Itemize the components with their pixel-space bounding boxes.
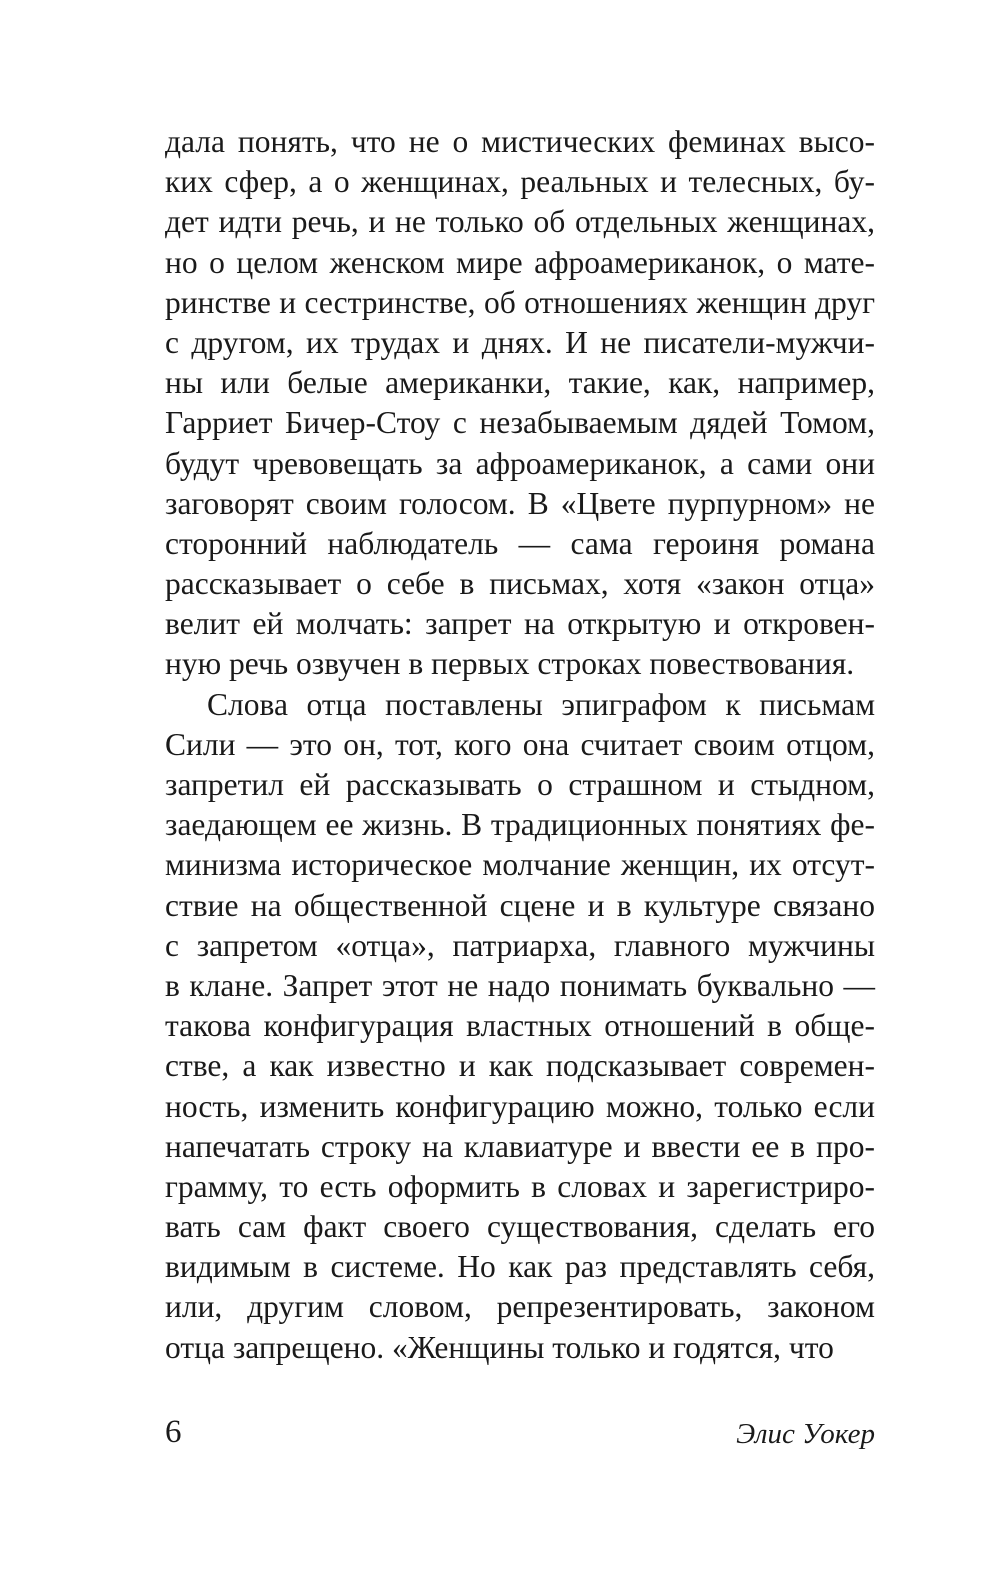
text-line: ствие на общественной сцене и в культуре связано [165,887,875,923]
text-line: велит ей молчать: запрет на открытую и откровен- [165,606,875,642]
text-line: будут чревовещать за афроамериканок, а сами они [165,445,875,481]
page-number: 6 [165,1414,182,1450]
text-line: вать сам факт своего существования, сделать его [165,1209,875,1245]
text-line: грамму, то есть оформить в словах и зарегистриро- [165,1168,875,1204]
text-line: дала понять, что не о мистических феминах высо- [165,124,875,159]
text-line: сторонний наблюдатель — сама героиня романа [165,525,875,561]
text-line: минизма историческое молчание женщин, их отсут- [165,847,875,883]
text-line: ную речь озвучен в первых строках повествования. [165,646,855,682]
text-line: такова конфигурация властных отношений в обще- [165,1008,875,1044]
text-line: ких сфер, а о женщинах, реальных и телесных, бу- [165,164,875,200]
text-line: видимым в системе. Но как раз представлять себя, [165,1249,875,1285]
text-line: Сили — это он, тот, кого она считает своим отцом, [165,726,875,762]
text-line: или, другим словом, репрезентировать, законом [165,1289,875,1325]
text-line: рассказывает о себе в письмах, хотя «закон отца» [165,566,875,602]
body-text [165,122,875,1368]
text-line: ринстве и сестринстве, об отношениях женщин друг [165,284,875,320]
running-footer-author: Элис Уокер [736,1418,875,1450]
text-line: отца запрещено. «Женщины только и годятся, что [165,1329,834,1365]
text-line: дет идти речь, и не только об отдельных женщинах, [165,204,875,240]
text-line: ность, изменить конфигурацию можно, только если [165,1088,875,1124]
text-line: Слова отца поставлены эпиграфом к письмам [207,686,875,722]
text-line: заговорят своим голосом. В «Цвете пурпурном» не [165,485,875,521]
text-line: заедающем ее жизнь. В традиционных понятиях фе- [165,807,875,843]
text-line: с запретом «отца», патриарха, главного мужчины [165,927,875,963]
text-line: с другом, их трудах и днях. И не писатели-мужчи- [165,324,875,360]
text-line: стве, а как известно и как подсказывает современ- [165,1048,875,1084]
text-line: ны или белые американки, такие, как, например, [165,365,875,401]
text-line: Гарриет Бичер-Стоу с незабываемым дядей Томом, [165,405,875,441]
text-line: запретил ей рассказывать о страшном и стыдном, [165,767,875,802]
text-line: но о целом женском мире афроамериканок, о мате- [165,244,875,280]
text-line: в клане. Запрет этот не надо понимать буквально — [165,967,875,1003]
text-line: напечатать строку на клавиатуре и ввести ее в про- [165,1128,875,1164]
